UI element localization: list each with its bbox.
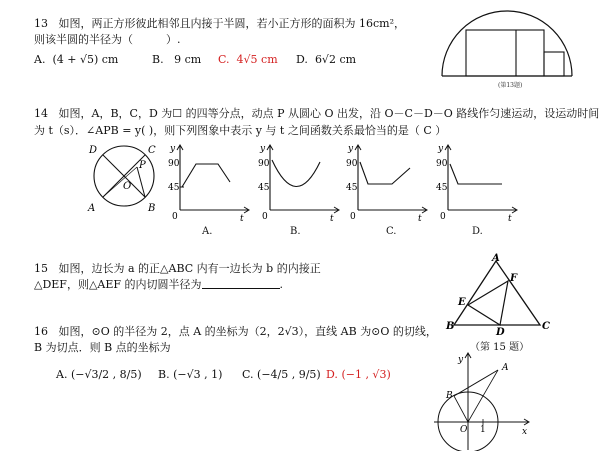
svg-text:B: B (446, 391, 453, 401)
q16-option-a: A. (−√3/2 , 8/5) (56, 368, 142, 381)
svg-text:t: t (418, 214, 422, 224)
q16-option-d: D. (−1 , √3) (326, 368, 391, 381)
q13-semicircle (442, 11, 572, 76)
q14-graph-a (168, 142, 253, 222)
svg-text:45: 45 (258, 183, 270, 193)
svg-text:C: C (542, 321, 550, 332)
q15-inner-triangle (468, 281, 508, 325)
svg-text:D: D (496, 327, 505, 338)
svg-text:y: y (348, 144, 354, 154)
q15-number: 15 (34, 262, 48, 275)
svg-text:y: y (458, 355, 464, 365)
q14-stem-line1: 如图，A，B，C，D 为☐ 的四等分点，动点 P 从圆心 O 出发，沿 O－C－D－O 路线作匀速运动，设运动时间 (58, 107, 600, 120)
q14-label-p: P (139, 160, 146, 171)
q16-stem-line1: 如图，⊙O 的半径为 2，点 A 的坐标为（2，2√3），直线 AB 为⊙O 的切线， (58, 325, 437, 338)
q14-label-o: O (123, 181, 132, 192)
q13-figure (438, 8, 578, 88)
q13-option-a: A. (4 + √5) cm (34, 53, 119, 66)
q16-stem-line2: B 为切点．则 B 点的坐标为 (34, 341, 171, 354)
q16-option-b: B. (−√3 , 1) (158, 368, 223, 381)
q16-segment-oa (468, 370, 498, 422)
svg-text:E: E (458, 297, 466, 308)
svg-text:t: t (240, 214, 244, 224)
svg-text:90: 90 (436, 159, 448, 169)
q14-label-a: A (88, 203, 96, 214)
q14-label-b: B (148, 203, 156, 214)
svg-text:A: A (492, 253, 500, 264)
svg-text:y: y (170, 144, 176, 154)
q13-caption: (第13题) (498, 82, 523, 89)
q15-caption: （第 15 题） (470, 342, 530, 353)
q14-graph-d (436, 142, 521, 222)
svg-text:F: F (510, 273, 518, 284)
q14-graph-c-curve (360, 162, 410, 184)
q16-tangent-ab (454, 370, 498, 396)
svg-text:y: y (438, 144, 444, 154)
q14-stem (34, 107, 599, 121)
q15-stem-line1: 如图，边长为 a 的正△ABC 内有一边长为 b 的内接正 (58, 262, 321, 275)
svg-text:0: 0 (172, 212, 178, 222)
q14-graph-label-a: A. (202, 226, 213, 237)
q14-graph-b-curve (272, 160, 320, 187)
svg-text:B: B (446, 321, 455, 332)
svg-text:A: A (502, 363, 509, 373)
svg-text:t: t (330, 214, 334, 224)
q15-stem (34, 262, 321, 276)
svg-text:0: 0 (350, 212, 356, 222)
q14-graph-label-d: D. (472, 226, 483, 237)
svg-text:45: 45 (436, 183, 448, 193)
q14-label-c: C (148, 145, 156, 156)
q16-number: 16 (34, 325, 48, 338)
svg-text:O: O (460, 425, 468, 435)
q14-graph-label-c: C. (386, 226, 397, 237)
q15-figure (444, 253, 554, 338)
q14-graph-b (258, 142, 343, 222)
svg-text:t: t (508, 214, 512, 224)
q13-number: 13 (34, 17, 48, 30)
q15-stem-line2: △DEF，则△AEF 的内切圆半径为 . (34, 278, 284, 291)
q14-graph-a-curve (182, 164, 230, 187)
svg-text:90: 90 (168, 159, 180, 169)
q14-graph-d-curve (450, 164, 502, 184)
q14-number: 14 (34, 107, 48, 120)
q13-small-square (544, 52, 564, 76)
q14-circle-figure (86, 141, 166, 216)
q13-stem-line2: 则该半圆的半径为（ ）. (34, 33, 181, 46)
q14-label-d: D (89, 145, 98, 156)
svg-text:0: 0 (440, 212, 446, 222)
q14-graph-c (346, 142, 431, 222)
q13-option-d: D. 6√2 cm (296, 53, 357, 66)
svg-text:y: y (260, 144, 266, 154)
q16-segment-ob (454, 396, 468, 422)
svg-text:1: 1 (480, 425, 486, 435)
svg-text:x: x (522, 427, 528, 437)
svg-text:45: 45 (346, 183, 358, 193)
q16-figure (432, 352, 532, 451)
q15-answer-blank[interactable] (202, 278, 280, 289)
q13-large-square (466, 30, 544, 76)
q13-stem-line1: 如图，两正方形彼此相邻且内接于半圆，若小正方形的面积为 16cm²， (58, 17, 405, 30)
q13-option-b: B. 9 cm (152, 53, 202, 66)
svg-text:90: 90 (258, 159, 270, 169)
q13-option-c: C. 4√5 cm (218, 53, 278, 66)
q14-stem-line2: 为 t（s）．∠APB = y( )，则下列图象中表示 y 与 t 之间函数关系最恰当的是（ C ） (34, 124, 447, 137)
svg-text:0: 0 (262, 212, 268, 222)
q14-graph-label-b: B. (290, 226, 301, 237)
q16-option-c: C. (−4/5 , 9/5) (242, 368, 321, 381)
q16-stem (34, 325, 437, 339)
svg-text:45: 45 (168, 183, 180, 193)
q13-stem (34, 17, 405, 31)
svg-text:90: 90 (346, 159, 358, 169)
q15-outer-triangle (454, 261, 540, 325)
